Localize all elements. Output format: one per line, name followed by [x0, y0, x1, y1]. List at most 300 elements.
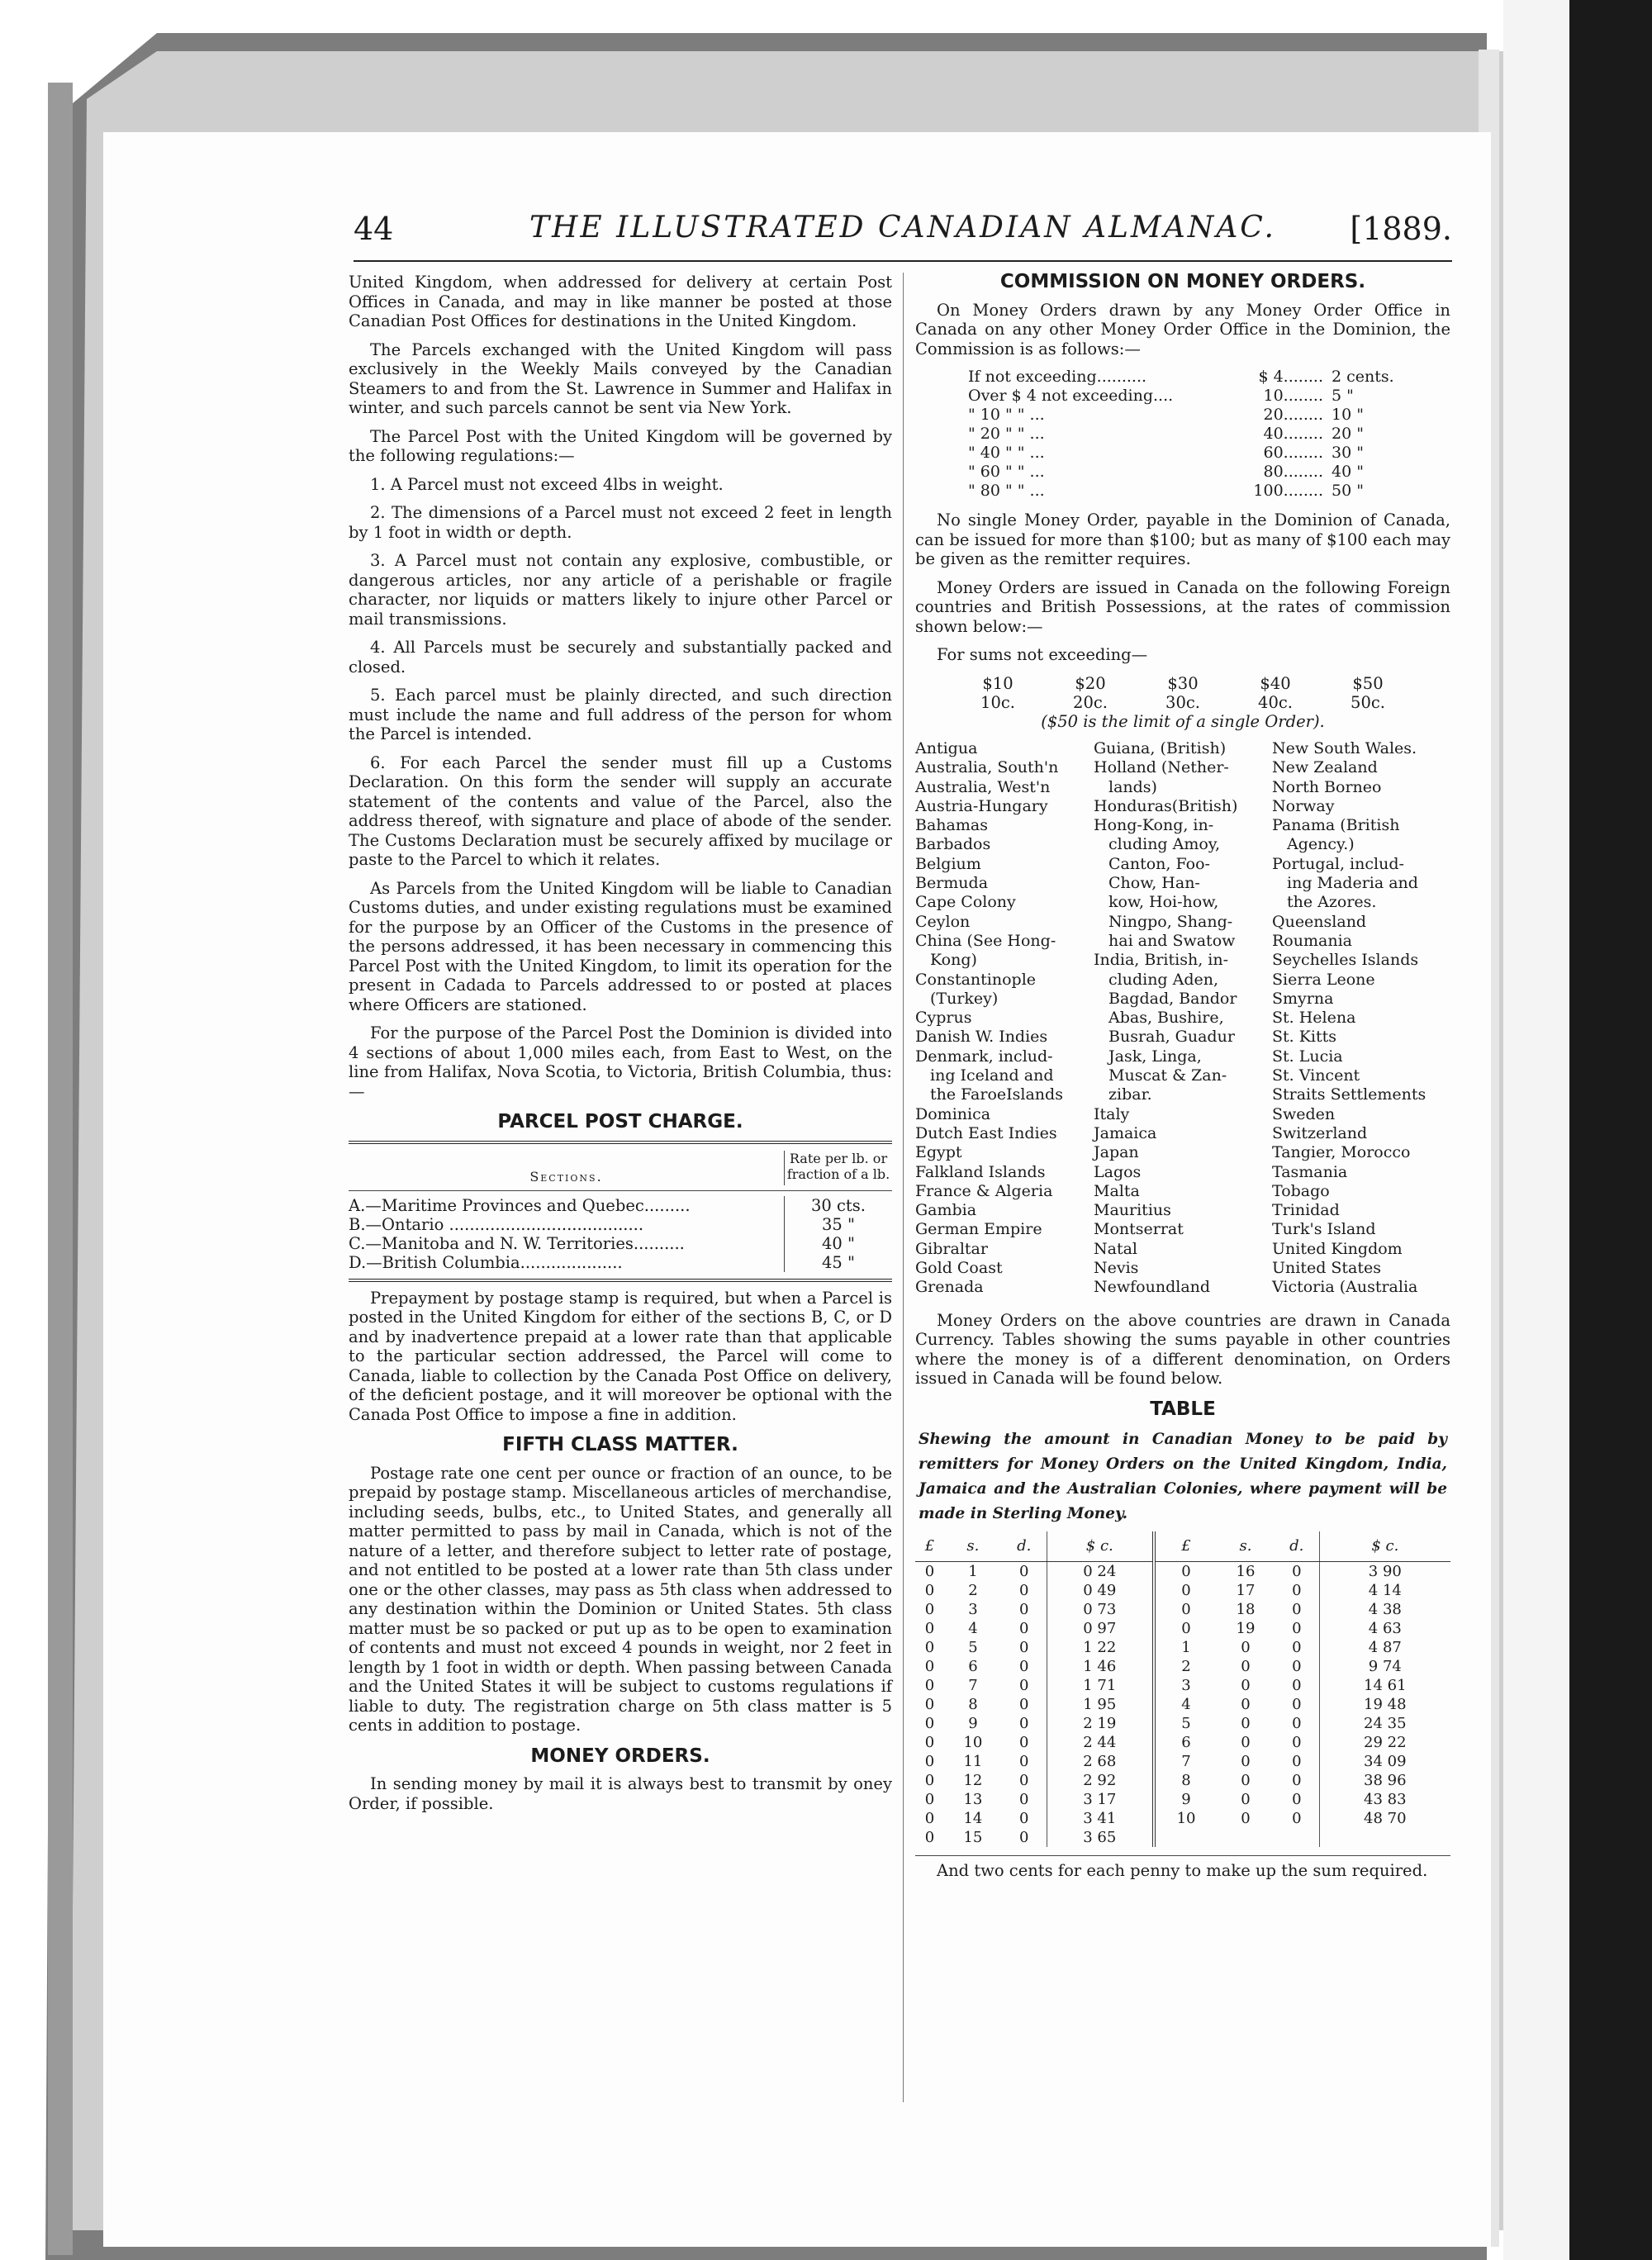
- country-name: Egypt: [915, 1143, 962, 1162]
- table-row: [915, 1619, 1450, 1638]
- table-cell: 14: [963, 1809, 983, 1827]
- table-cell: 5: [968, 1638, 978, 1656]
- table-rule: [349, 1279, 892, 1282]
- table-cell: 12: [963, 1771, 983, 1789]
- country-name: Montserrat: [1094, 1220, 1184, 1239]
- table-cell: 3 90: [1319, 1561, 1450, 1581]
- sums-amounts: [952, 674, 1414, 693]
- table-cell: 3: [968, 1600, 978, 1618]
- commission-fee: 30 ": [1332, 444, 1364, 462]
- table-cell: 0: [1018, 1581, 1029, 1599]
- country-name: Holland (Nether-: [1094, 758, 1229, 777]
- table-cell: 0 24: [1047, 1561, 1154, 1581]
- sums-rates: [952, 693, 1414, 712]
- country-name: cluding Aden,: [1108, 970, 1219, 989]
- table-cell: 0: [1241, 1733, 1251, 1751]
- table-cell: 0: [1018, 1676, 1029, 1694]
- country-name: Straits Settlements: [1272, 1085, 1427, 1104]
- table-row: [915, 1676, 1450, 1695]
- table-cell: 8: [968, 1695, 978, 1713]
- table-cell: 0: [1292, 1581, 1302, 1599]
- table-cell: 0: [1292, 1657, 1302, 1675]
- table-cell: 0: [1018, 1638, 1029, 1656]
- country-name: Hong-Kong, in-: [1094, 816, 1214, 835]
- country-column-3: [1272, 739, 1450, 1298]
- country-name: Smyrna: [1272, 989, 1334, 1008]
- table-cell: 9: [1154, 1790, 1217, 1809]
- table-cell: 0: [1018, 1790, 1029, 1808]
- country-name: hai and Swatow: [1108, 931, 1236, 950]
- column-header: s.: [1217, 1531, 1275, 1561]
- paragraph: No single Money Order, payable in the Dominion of Canada, can be issued for more than $100; but as many of $100 each may be given as the remitter requires.: [915, 510, 1450, 568]
- table-row: [915, 1657, 1450, 1676]
- commission-range: " 20 " " ...: [968, 425, 1045, 443]
- table-cell: 29 22: [1319, 1733, 1450, 1752]
- sum-rate: 10c.: [980, 692, 1015, 712]
- country-name: Natal: [1094, 1239, 1137, 1258]
- table-cell: 0: [1018, 1695, 1029, 1713]
- sum-rate: 40c.: [1258, 692, 1293, 712]
- table-row: [915, 1733, 1450, 1752]
- country-name: kow, Hoi-how,: [1108, 893, 1219, 912]
- table-cell: 2 19: [1047, 1714, 1154, 1733]
- country-name: Jamaica: [1094, 1123, 1157, 1142]
- parcel-row: [349, 1196, 892, 1215]
- regulation-5: 5. Each parcel must be plainly directed, and such direction must include the name and full address of the person for whom the Parcel is intended.: [349, 686, 892, 743]
- country-name: Lagos: [1094, 1162, 1142, 1181]
- country-name: Gambia: [915, 1201, 977, 1220]
- table-cell: 0: [1292, 1695, 1302, 1713]
- commission-row: [968, 387, 1450, 406]
- country-name: Newfoundland: [1094, 1278, 1211, 1297]
- table-cell: 2 44: [1047, 1733, 1154, 1752]
- sum-rate: 20c.: [1073, 692, 1108, 712]
- table-cell: 14 61: [1319, 1676, 1450, 1695]
- section-label: A.—Maritime Provinces and Quebec.........: [349, 1195, 691, 1215]
- table-cell: 0: [1292, 1600, 1302, 1618]
- table-cell: 10: [1154, 1809, 1217, 1828]
- table-heading: TABLE: [1150, 1398, 1216, 1420]
- table-cell: 24 35: [1319, 1714, 1450, 1733]
- table-cell: 0: [1292, 1752, 1302, 1770]
- table-cell: 0: [924, 1714, 935, 1732]
- table-cell: 0 97: [1047, 1619, 1154, 1638]
- commission-range: If not exceeding..........: [968, 368, 1147, 386]
- country-name: Gold Coast: [915, 1259, 1003, 1278]
- country-name: North Borneo: [1272, 777, 1382, 796]
- table-cell: 0: [1241, 1790, 1251, 1808]
- table-cell: 18: [1236, 1600, 1256, 1618]
- column-header: $ c.: [1319, 1531, 1450, 1561]
- country-name: Italy: [1094, 1104, 1130, 1123]
- table-cell: 0: [924, 1828, 935, 1846]
- table-cell: 0: [1154, 1561, 1217, 1581]
- table-cell: 8: [1154, 1771, 1217, 1790]
- paragraph: Money Orders are issued in Canada on the following Foreign countries and British Possessions, at the rates of commission shown below:—: [915, 577, 1450, 636]
- regulation-1: 1. A Parcel must not exceed 4lbs in weight.: [370, 474, 724, 494]
- country-name: cluding Amoy,: [1108, 835, 1221, 854]
- country-name: Portugal, includ-: [1272, 854, 1404, 873]
- table-row: [915, 1771, 1450, 1790]
- country-name: St. Helena: [1272, 1009, 1356, 1028]
- table-cell: 4 38: [1319, 1600, 1450, 1619]
- country-name: Agency.): [1287, 835, 1355, 854]
- column-header: $ c.: [1047, 1531, 1154, 1561]
- country-name: Bahamas: [915, 816, 988, 835]
- table-cell: 0: [1018, 1657, 1029, 1675]
- table-cell: 0: [1018, 1714, 1029, 1732]
- country-name: Danish W. Indies: [915, 1028, 1048, 1047]
- table-cell: 0: [1292, 1562, 1302, 1580]
- country-name: Queensland: [1272, 912, 1367, 931]
- regulation-4: 4. All Parcels must be securely and substantially packed and closed.: [349, 638, 892, 677]
- country-name: Australia, West'n: [915, 777, 1051, 796]
- footer-note: And two cents for each penny to make up the sum required.: [937, 1860, 1428, 1880]
- column-header: s.: [944, 1531, 1002, 1561]
- table-cell: 0: [1241, 1809, 1251, 1827]
- rate-header: Rate per lb. or fraction of a lb.: [784, 1151, 892, 1185]
- table-cell: 0 49: [1047, 1581, 1154, 1600]
- country-name: Dutch East Indies: [915, 1123, 1057, 1142]
- country-list: [915, 739, 1450, 1298]
- paragraph: Postage rate one cent per ounce or fraction of an ounce, to be prepaid by postage stamp. Miscellaneous articles of merchandise, including seeds, bulbs, etc., to United States, and generally all matter permitted to pass by mail in Canada, which is not of the nature of a letter, and therefore subject to letter rate of postage, and not entitled to be posted at a lower rate than 5th class under one or the other classes, may pass as 5th class when addressed to any destination within the Dominion or United States. 5th class matter must be so packed or put up as to be open to examination of contents and must not exceed 4 pounds in weight, nor 2 feet in length by 1 foot in width or depth. When passing between Canada and the United States it will be subject to customs regulations if liable to duty. The registration charge on 5th class matter is 5 cents in addition to postage.: [349, 1463, 892, 1735]
- table-cell: [1275, 1828, 1319, 1847]
- table-cell: 0: [924, 1676, 935, 1694]
- country-name: Ningpo, Shang-: [1108, 912, 1233, 931]
- country-name: Chow, Han-: [1108, 874, 1200, 893]
- paragraph: Prepayment by postage stamp is required, but when a Parcel is posted in the United Kingdom for either of the sections B, C, or D and by inadvertence prepaid at a lower rate than that applicable to the particular section addressed, the Parcel will come to Canada, liable to collection by the Canada Post Office on delivery, of the deficient postage, and it will moreover be optional with the Canada Post Office to impose a fine in addition.: [349, 1288, 892, 1424]
- commission-range: " 10 " " ...: [968, 406, 1045, 424]
- country-name: Guiana, (British): [1094, 739, 1227, 757]
- country-name: Trinidad: [1272, 1201, 1340, 1220]
- table-row: [915, 1638, 1450, 1657]
- table-cell: 0: [1292, 1638, 1302, 1656]
- table-cell: 0: [1292, 1676, 1302, 1694]
- section-label: C.—Manitoba and N. W. Territories..........: [349, 1233, 685, 1253]
- almanac-year: [1889.: [1350, 211, 1452, 247]
- table-cell: 1 22: [1047, 1638, 1154, 1657]
- country-name: Muscat & Zan-: [1108, 1066, 1227, 1085]
- table-cell: 2 68: [1047, 1752, 1154, 1771]
- country-name: Mauritius: [1094, 1201, 1171, 1220]
- commission-limit: $ 4........: [1258, 368, 1323, 386]
- table-cell: 1 95: [1047, 1695, 1154, 1714]
- table-cell: 0: [924, 1771, 935, 1789]
- page-number: 44: [354, 211, 394, 247]
- country-name: Gibraltar: [915, 1239, 988, 1258]
- table-cell: 0: [1241, 1657, 1251, 1675]
- sum-amount: $50: [1352, 673, 1384, 693]
- country-name: Malta: [1094, 1181, 1140, 1200]
- table-row: [915, 1600, 1450, 1619]
- table-cell: [1217, 1828, 1275, 1847]
- table-row: [915, 1752, 1450, 1771]
- table-rule: [349, 1141, 892, 1144]
- country-name: Cape Colony: [915, 893, 1016, 912]
- right-column: [915, 273, 1450, 1889]
- country-name: Barbados: [915, 835, 991, 854]
- table-cell: 0: [1018, 1600, 1029, 1618]
- country-column-2: [1094, 739, 1272, 1298]
- table-cell: 6: [1154, 1733, 1217, 1752]
- table-cell: 1: [968, 1562, 978, 1580]
- table-cell: [1154, 1828, 1217, 1847]
- commission-limit: 60........: [1263, 444, 1323, 462]
- table-cell: 34 09: [1319, 1752, 1450, 1771]
- parcel-table-body: [349, 1196, 892, 1272]
- sum-amount: $30: [1167, 673, 1199, 693]
- table-cell: 2: [1154, 1657, 1217, 1676]
- table-cell: 0: [1241, 1695, 1251, 1713]
- country-name: German Empire: [915, 1220, 1042, 1239]
- country-name: Falkland Islands: [915, 1162, 1046, 1181]
- table-cell: 43 83: [1319, 1790, 1450, 1809]
- commission-fee: 10 ": [1332, 406, 1364, 424]
- commission-row: [968, 482, 1450, 501]
- paragraph: United Kingdom, when addressed for delivery at certain Post Offices in Canada, and may in like manner be posted at those Canadian Post Offices for destinations in the United Kingdom.: [349, 273, 892, 330]
- table-cell: 0: [924, 1638, 935, 1656]
- column-header: £: [1154, 1531, 1217, 1561]
- table-cell: 15: [963, 1828, 983, 1846]
- table-row: [915, 1790, 1450, 1809]
- country-name: Panama (British: [1272, 816, 1400, 835]
- table-cell: 0: [1292, 1733, 1302, 1751]
- table-cell: 6: [968, 1657, 978, 1675]
- table-cell: 0: [1018, 1809, 1029, 1827]
- table-cell: 0: [924, 1790, 935, 1808]
- commission-limit: 40........: [1263, 425, 1323, 443]
- table-cell: [1319, 1828, 1450, 1847]
- country-name: St. Vincent: [1272, 1066, 1360, 1085]
- table-row: [915, 1695, 1450, 1714]
- table-cell: 0: [1241, 1771, 1251, 1789]
- parcel-post-charge-heading: PARCEL POST CHARGE.: [497, 1111, 743, 1132]
- sum-amount: $40: [1260, 673, 1291, 693]
- regulation-6: 6. For each Parcel the sender must fill up a Customs Declaration. On this form the sender will supply an accurate statement of the contents and value of the Parcel, also the address thereof, with signature and place of abode of the sender. The Customs Declaration must be securely affixed by mucilage or paste to the Parcel to which it relates.: [349, 753, 892, 869]
- table-cell: 0: [924, 1809, 935, 1827]
- table-header-row: [915, 1531, 1450, 1561]
- country-name: lands): [1108, 777, 1157, 796]
- table-cell: 3 41: [1047, 1809, 1154, 1828]
- table-cell: 0: [1241, 1714, 1251, 1732]
- table-cell: 5: [1154, 1714, 1217, 1733]
- table-cell: 2: [968, 1581, 978, 1599]
- paragraph: In sending money by mail it is always best to transmit by oney Order, if possible.: [349, 1774, 892, 1813]
- table-cell: 0: [924, 1657, 935, 1675]
- table-cell: 0: [1018, 1828, 1029, 1846]
- paragraph: Money Orders on the above countries are drawn in Canada Currency. Tables showing the sums payable in other countries where the money is of a different denomination, on Orders issued in Canada will be found below.: [915, 1310, 1450, 1389]
- table-cell: 7: [1154, 1752, 1217, 1771]
- commission-limit: 10........: [1263, 387, 1323, 405]
- country-name: Bagdad, Bandor: [1108, 989, 1237, 1008]
- table-cell: 0: [924, 1562, 935, 1580]
- table-cell: 0: [1154, 1619, 1217, 1638]
- table-cell: 17: [1236, 1581, 1256, 1599]
- commission-fee: 2 cents.: [1332, 368, 1394, 386]
- country-name: ing Maderia and: [1287, 874, 1418, 893]
- country-name: Tasmania: [1272, 1162, 1348, 1181]
- country-name: Norway: [1272, 796, 1335, 815]
- table-cell: 11: [963, 1752, 983, 1770]
- country-name: Antigua: [915, 739, 978, 757]
- commission-limit: 80........: [1263, 463, 1323, 481]
- country-name: Denmark, includ-: [915, 1047, 1053, 1066]
- country-name: Honduras(British): [1094, 796, 1238, 815]
- paragraph: The Parcel Post with the United Kingdom will be governed by the following regulations:—: [349, 426, 892, 465]
- table-cell: 4 63: [1319, 1619, 1450, 1638]
- paragraph: As Parcels from the United Kingdom will be liable to Canadian Customs duties, and under existing regulations must be examined for the purpose by an Officer of the Customs in the presence of the persons addressed, it has been necessary in commencing this Parcel Post with the United Kingdom, to limit its operation for the present in Cadada to Parcels addressed to or posted at places where Officers are stationed.: [349, 878, 892, 1014]
- parcel-table-header: [349, 1151, 892, 1185]
- table-cell: 0: [1154, 1600, 1217, 1619]
- country-name: ing Iceland and: [930, 1066, 1054, 1085]
- table-cell: 0: [924, 1600, 935, 1618]
- sum-rate: 50c.: [1351, 692, 1385, 712]
- table-rule: [349, 1190, 892, 1191]
- country-name: Cyprus: [915, 1009, 972, 1028]
- country-name: United Kingdom: [1272, 1239, 1403, 1258]
- table-row: [915, 1714, 1450, 1733]
- country-name: Seychelles Islands: [1272, 951, 1419, 970]
- country-name: Tangier, Morocco: [1272, 1143, 1411, 1162]
- table-cell: 10: [963, 1733, 983, 1751]
- limit-note: ($50 is the limit of a single Order).: [1041, 711, 1325, 731]
- sums-label: For sums not exceeding—: [937, 645, 1148, 664]
- sterling-table: [915, 1531, 1450, 1847]
- table-cell: 0: [1292, 1619, 1302, 1637]
- section-rate: 40 ": [784, 1234, 892, 1253]
- country-name: the FaroeIslands: [930, 1085, 1063, 1104]
- country-column-1: [915, 739, 1094, 1298]
- country-name: St. Lucia: [1272, 1047, 1343, 1066]
- section-rate: 30 cts.: [784, 1196, 892, 1215]
- paragraph: The Parcels exchanged with the United Kingdom will pass exclusively in the Weekly Mails conveyed by the Canadian Steamers to and from the St. Lawrence in Summer and Halifax in winter, and such parcels cannot be sent via New York.: [349, 339, 892, 417]
- commission-row: [968, 444, 1450, 463]
- section-rate: 35 ": [784, 1215, 892, 1234]
- country-name: Constantinople: [915, 970, 1037, 989]
- column-header: d.: [1275, 1531, 1319, 1561]
- money-orders-heading: MONEY ORDERS.: [530, 1745, 710, 1767]
- commission-limit: 20........: [1263, 406, 1323, 424]
- table-cell: 0: [1241, 1752, 1251, 1770]
- country-name: Austria-Hungary: [915, 796, 1048, 815]
- table-cell: 0: [1018, 1562, 1029, 1580]
- country-name: India, British, in-: [1094, 951, 1229, 970]
- table-cell: 2 92: [1047, 1771, 1154, 1790]
- almanac-page: [329, 202, 1460, 2218]
- commission-range: Over $ 4 not exceeding....: [968, 387, 1174, 405]
- country-name: Sierra Leone: [1272, 970, 1375, 989]
- commission-range: " 80 " " ...: [968, 482, 1045, 500]
- table-row: [915, 1828, 1450, 1847]
- table-cell: 0: [1018, 1752, 1029, 1770]
- table-cell: 7: [968, 1676, 978, 1694]
- country-name: Abas, Bushire,: [1108, 1009, 1224, 1028]
- table-cell: 3: [1154, 1676, 1217, 1695]
- commission-range: " 60 " " ...: [968, 463, 1045, 481]
- table-cell: 0: [1241, 1676, 1251, 1694]
- commission-row: [968, 368, 1450, 387]
- table-cell: 0 73: [1047, 1600, 1154, 1619]
- table-cell: 0: [1292, 1771, 1302, 1789]
- country-name: Ceylon: [915, 912, 971, 931]
- commission-row: [968, 463, 1450, 482]
- commission-fee: 20 ": [1332, 425, 1364, 443]
- country-name: Turk's Island: [1272, 1220, 1376, 1239]
- table-cell: 19: [1236, 1619, 1256, 1637]
- sum-amount: $20: [1075, 673, 1106, 693]
- country-name: France & Algeria: [915, 1181, 1053, 1200]
- table-cell: 1: [1154, 1638, 1217, 1657]
- page-header: [354, 202, 1452, 262]
- table-cell: 9 74: [1319, 1657, 1450, 1676]
- country-name: Roumania: [1272, 931, 1352, 950]
- commission-row: [968, 425, 1450, 444]
- table-cell: 0: [1018, 1771, 1029, 1789]
- country-name: Sweden: [1272, 1104, 1336, 1123]
- section-rate: 45 ": [784, 1253, 892, 1272]
- country-name: Nevis: [1094, 1259, 1139, 1278]
- country-name: Japan: [1094, 1143, 1139, 1162]
- parcel-row: [349, 1234, 892, 1253]
- table-cell: 4 14: [1319, 1581, 1450, 1600]
- table-cell: 3 65: [1047, 1828, 1154, 1847]
- country-name: Jask, Linga,: [1108, 1047, 1202, 1066]
- table-cell: 16: [1236, 1562, 1256, 1580]
- country-name: Tobago: [1272, 1181, 1330, 1200]
- table-cell: 3 17: [1047, 1790, 1154, 1809]
- sections-header: Sections.: [529, 1168, 603, 1185]
- country-name: China (See Hong-: [915, 931, 1056, 950]
- table-row: [915, 1581, 1450, 1600]
- country-name: Australia, South'n: [915, 758, 1059, 777]
- country-name: Grenada: [915, 1278, 984, 1297]
- fifth-class-heading: FIFTH CLASS MATTER.: [502, 1434, 738, 1455]
- table-cell: 4 87: [1319, 1638, 1450, 1657]
- almanac-title: THE ILLUSTRATED CANADIAN ALMANAC.: [529, 211, 1276, 245]
- table-cell: 0: [924, 1581, 935, 1599]
- commission-row: [968, 406, 1450, 425]
- left-column: [349, 273, 892, 1822]
- table-cell: 1 71: [1047, 1676, 1154, 1695]
- column-header: d.: [1002, 1531, 1047, 1561]
- table-cell: 13: [963, 1790, 983, 1808]
- table-cell: 0: [924, 1619, 935, 1637]
- table-cell: 38 96: [1319, 1771, 1450, 1790]
- table-cell: 9: [968, 1714, 978, 1732]
- commission-fee: 5 ": [1332, 387, 1354, 405]
- section-label: B.—Ontario ......................................: [349, 1214, 644, 1234]
- table-cell: 4: [968, 1619, 978, 1637]
- regulation-3: 3. A Parcel must not contain any explosive, combustible, or dangerous articles, nor any article of a perishable or fragile character, nor liquids or matters likely to injure other Parcel or mail transmissions.: [349, 551, 892, 629]
- paragraph: On Money Orders drawn by any Money Order Office in Canada on any other Money Order Office in the Dominion, the Commission is as follows:—: [915, 300, 1450, 358]
- column-divider: [903, 273, 904, 2102]
- commission-range: " 40 " " ...: [968, 444, 1045, 462]
- parcel-row: [349, 1215, 892, 1234]
- table-rule: [915, 1855, 1450, 1856]
- country-name: Switzerland: [1272, 1123, 1368, 1142]
- table-row: [915, 1809, 1450, 1828]
- country-name: New South Wales.: [1272, 739, 1417, 757]
- parcel-row: [349, 1253, 892, 1272]
- table-cell: 0: [1292, 1714, 1302, 1732]
- country-name: Dominica: [915, 1104, 991, 1123]
- table-cell: 0: [924, 1752, 935, 1770]
- sum-amount: $10: [982, 673, 1014, 693]
- regulation-2: 2. The dimensions of a Parcel must not exceed 2 feet in length by 1 foot in width or depth.: [349, 503, 892, 542]
- commission-table: [968, 368, 1450, 501]
- table-cell: 0: [1241, 1638, 1251, 1656]
- table-cell: 4: [1154, 1695, 1217, 1714]
